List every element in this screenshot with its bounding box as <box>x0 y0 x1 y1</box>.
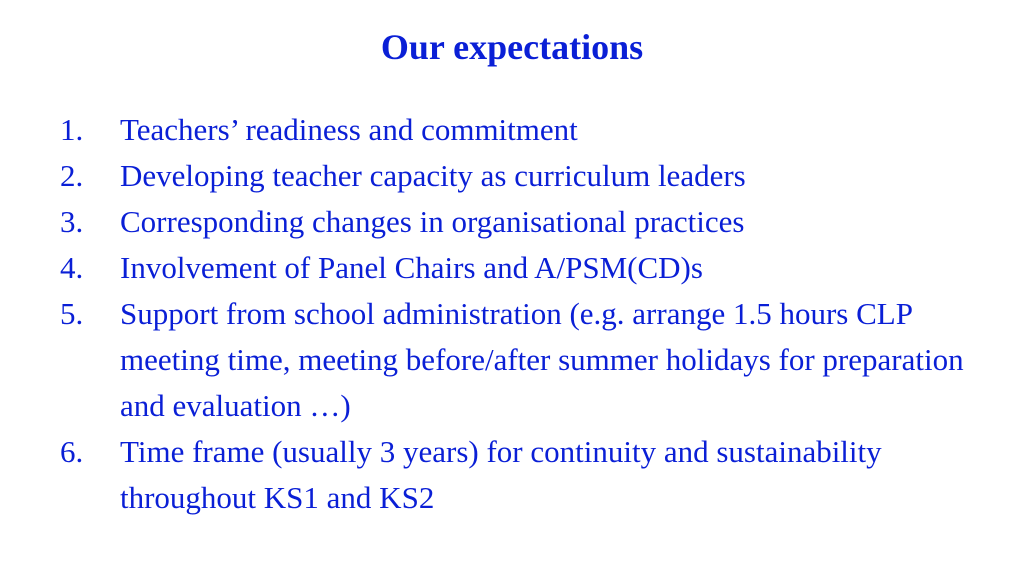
list-item <box>60 199 980 245</box>
list-item-text: Corresponding changes in organisational practices <box>120 204 745 239</box>
list-item-text: Teachers’ readiness and commitment <box>120 112 578 147</box>
expectations-list <box>60 107 980 521</box>
list-item <box>60 291 980 429</box>
list-item-number: 1. <box>60 112 84 147</box>
list-item-number: 5. <box>60 296 84 331</box>
list-item <box>60 429 980 521</box>
list-item-text: Developing teacher capacity as curriculum leaders <box>120 158 746 193</box>
list-item-text: Involvement of Panel Chairs and A/PSM(CD)s <box>120 250 703 285</box>
list-item-number: 6. <box>60 434 84 469</box>
list-item-number: 4. <box>60 250 84 285</box>
list-item-text: Support from school administration (e.g. arrange 1.5 hours CLP meeting time, meeting before/after summer holidays for preparation and evaluation …) <box>120 296 964 423</box>
list-item-number: 3. <box>60 204 84 239</box>
slide-title: Our expectations <box>380 27 644 67</box>
list-item <box>60 245 980 291</box>
list-item-number: 2. <box>60 158 84 193</box>
list-item <box>60 153 980 199</box>
list-item-text: Time frame (usually 3 years) for continuity and sustainability throughout KS1 and KS2 <box>120 434 882 515</box>
list-item <box>60 107 980 153</box>
